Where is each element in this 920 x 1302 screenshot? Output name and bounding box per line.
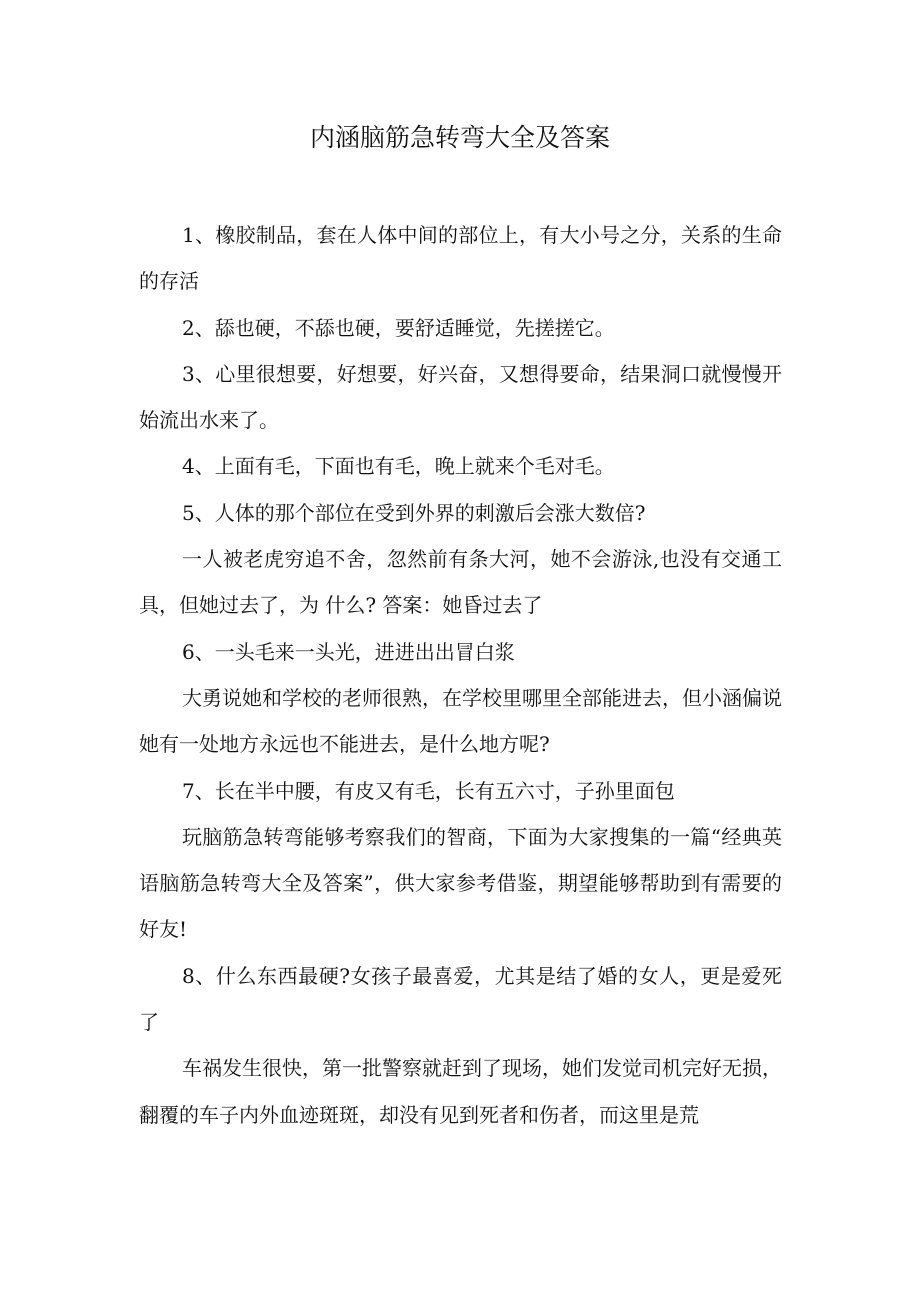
- paragraph-6: 一人被老虎穷追不舍，忽然前有条大河，她不会游泳,也没有交通工具，但她过去了，为 什么? 答案：她昏过去了: [139, 547, 782, 618]
- paragraph-5: 5、人体的那个部位在受到外界的刺激后会涨大数倍?: [182, 500, 646, 525]
- paragraph-3: 3、心里很想要，好想要，好兴奋，又想得要命，结果洞口就慢慢开始流出水来了。: [139, 361, 782, 433]
- paragraph-1: 1、橡胶制品，套在人体中间的部位上，有大小号之分，关系的生命的存活: [139, 223, 782, 294]
- paragraph-11: 8、什么东西最硬?女孩子最喜爱，尤其是结了婚的女人，更是爱死了: [139, 963, 782, 1035]
- paragraph-4: 4、上面有毛，下面也有毛，晚上就来个毛对毛。: [182, 454, 615, 479]
- paragraph-2: 2、舔也硬，不舔也硬，要舒适睡觉，先搓搓它。: [182, 315, 615, 340]
- paragraph-7: 6、一头毛来一头光，进进出出冒白浆: [182, 639, 515, 664]
- document-body: [139, 212, 782, 1138]
- paragraph-12: 车祸发生很快，第一批警察就赶到了现场，她们发觉司机完好无损，翻覆的车子内外血迹斑斑，却没有见到死者和伤者，而这里是荒: [139, 1056, 782, 1127]
- paragraph-8: 大勇说她和学校的老师很熟，在学校里哪里全部能进去，但小涵偏说她有一处地方永远也不能进去，是什么地方呢?: [139, 685, 782, 757]
- document-title: 内涵脑筋急转弯大全及答案: [309, 123, 610, 152]
- paragraph-10: 玩脑筋急转弯能够考察我们的智商，下面为大家搜集的一篇“经典英语脑筋急转弯大全及答案”，供大家参考借鉴，期望能够帮助到有需要的好友!: [139, 824, 782, 942]
- paragraph-9: 7、长在半中腰，有皮又有毛，长有五六寸，子孙里面包: [182, 778, 675, 803]
